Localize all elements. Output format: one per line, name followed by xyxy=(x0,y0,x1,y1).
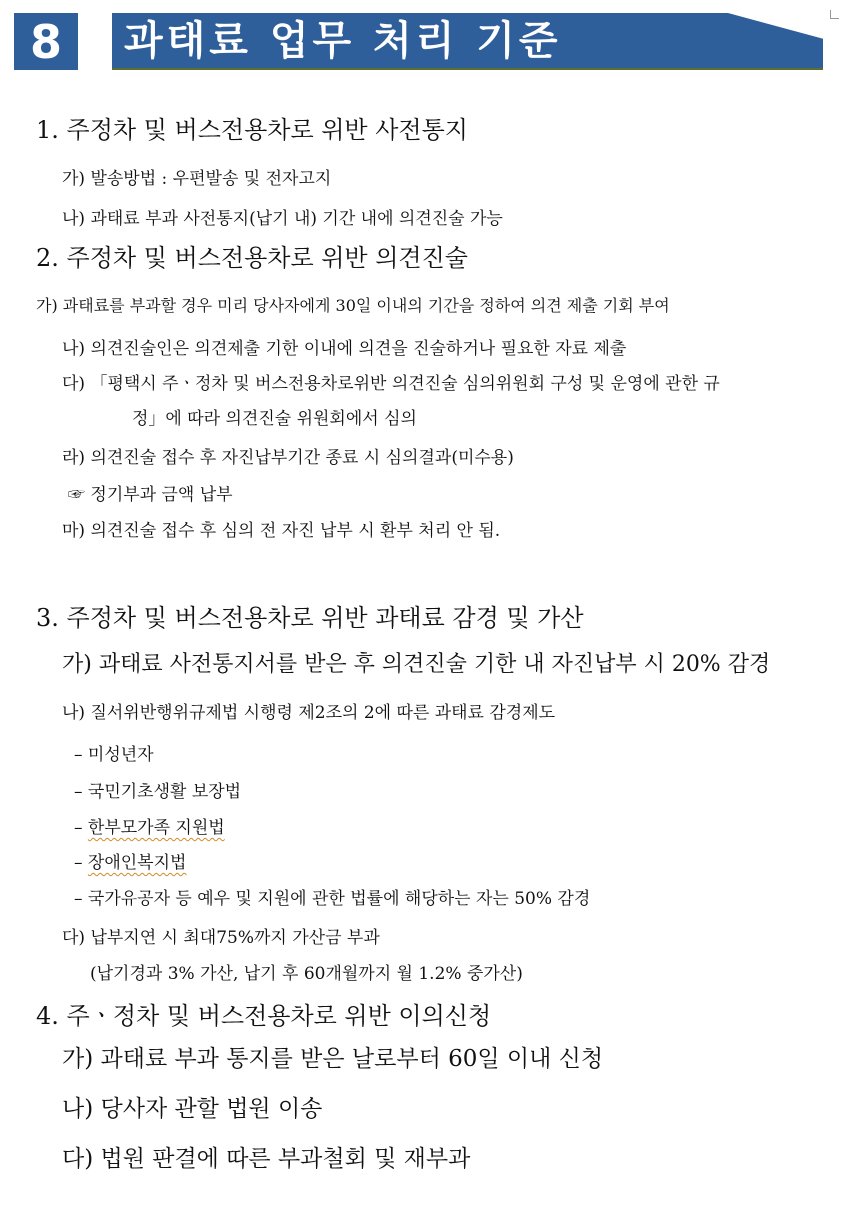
list-dash: – xyxy=(74,745,83,765)
section-number: 8 xyxy=(29,14,62,69)
exemption-list-item xyxy=(74,745,154,765)
exemption-list-item xyxy=(74,889,590,909)
list-item-text: 국민기초생활 보장법 xyxy=(87,782,242,802)
section-1-heading: 1. 주정차 및 버스전용차로 위반 사전통지 xyxy=(36,116,468,144)
list-item-text: 한부모가족 지원법 xyxy=(87,818,225,838)
section-4-item-a: 가) 과태료 부과 통지를 받은 날로부터 60일 이내 신청 xyxy=(62,1046,604,1072)
section-2-item-c-line2: 정」에 따라 의견진술 위원회에서 심의 xyxy=(132,409,417,429)
section-2-item-c-line1: 다) 「평택시 주ㆍ정차 및 버스전용차로위반 의견진술 심의위원회 구성 및 운영에 관한 규 xyxy=(62,374,720,394)
page-title: 과태료 업무 처리 기준 xyxy=(124,18,562,64)
section-2-item-a: 가) 과태료를 부과할 경우 미리 당사자에게 30일 이내의 기간을 정하여 의견 제출 기회 부여 xyxy=(36,296,670,315)
list-item-text: 미성년자 xyxy=(87,745,154,765)
list-dash: – xyxy=(74,889,83,909)
section-2-item-d: 라) 의견진술 접수 후 자진납부기간 종료 시 심의결과(미수용) xyxy=(62,448,514,468)
section-2-item-e: 마) 의견진술 접수 후 심의 전 자진 납부 시 환부 처리 안 됨. xyxy=(62,521,501,541)
section-4-item-c: 다) 법원 판결에 따른 부과철회 및 재부과 xyxy=(62,1146,471,1172)
title-banner xyxy=(112,13,823,70)
exemption-list-item xyxy=(74,818,225,838)
section-2-item-b: 나) 의견진술인은 의견제출 기한 이내에 의견을 진술하거나 필요한 자료 제출 xyxy=(62,339,627,359)
section-2-item-d-note: ☞ 정기부과 금액 납부 xyxy=(68,485,233,505)
section-2-heading: 2. 주정차 및 버스전용차로 위반 의견진술 xyxy=(36,244,468,272)
list-dash: – xyxy=(74,853,83,873)
section-4-heading: 4. 주ㆍ정차 및 버스전용차로 위반 이의신청 xyxy=(36,1002,492,1030)
section-3-item-c: 다) 납부지연 시 최대75%까지 가산금 부과 xyxy=(62,928,380,948)
banner-fold-corner xyxy=(728,13,824,39)
list-dash: – xyxy=(74,782,83,802)
list-item-text: 국가유공자 등 예우 및 지원에 관한 법률에 해당하는 자는 50% 감경 xyxy=(87,889,591,909)
section-3-heading: 3. 주정차 및 버스전용차로 위반 과태료 감경 및 가산 xyxy=(36,604,584,632)
section-number-badge xyxy=(14,13,78,70)
exemption-list-item xyxy=(74,782,241,802)
section-4-item-b: 나) 당사자 관할 법원 이송 xyxy=(62,1096,323,1122)
exemption-list-item xyxy=(74,853,186,873)
section-1-item-b: 나) 과태료 부과 사전통지(납기 내) 기간 내에 의견진술 가능 xyxy=(62,209,503,229)
list-item-text: 장애인복지법 xyxy=(87,853,187,873)
section-3-item-b: 나) 질서위반행위규제법 시행령 제2조의 2에 따른 과태료 감경제도 xyxy=(62,703,556,723)
section-3-item-a: 가) 과태료 사전통지서를 받은 후 의견진술 기한 내 자진납부 시 20% 감경 xyxy=(62,652,771,677)
section-3-item-c-note: (납기경과 3% 가산, 납기 후 60개월까지 월 1.2% 중가산) xyxy=(90,964,523,984)
page-corner-mark xyxy=(830,10,839,19)
section-1-item-a: 가) 발송방법 : 우편발송 및 전자고지 xyxy=(62,169,332,189)
list-dash: – xyxy=(74,818,83,838)
